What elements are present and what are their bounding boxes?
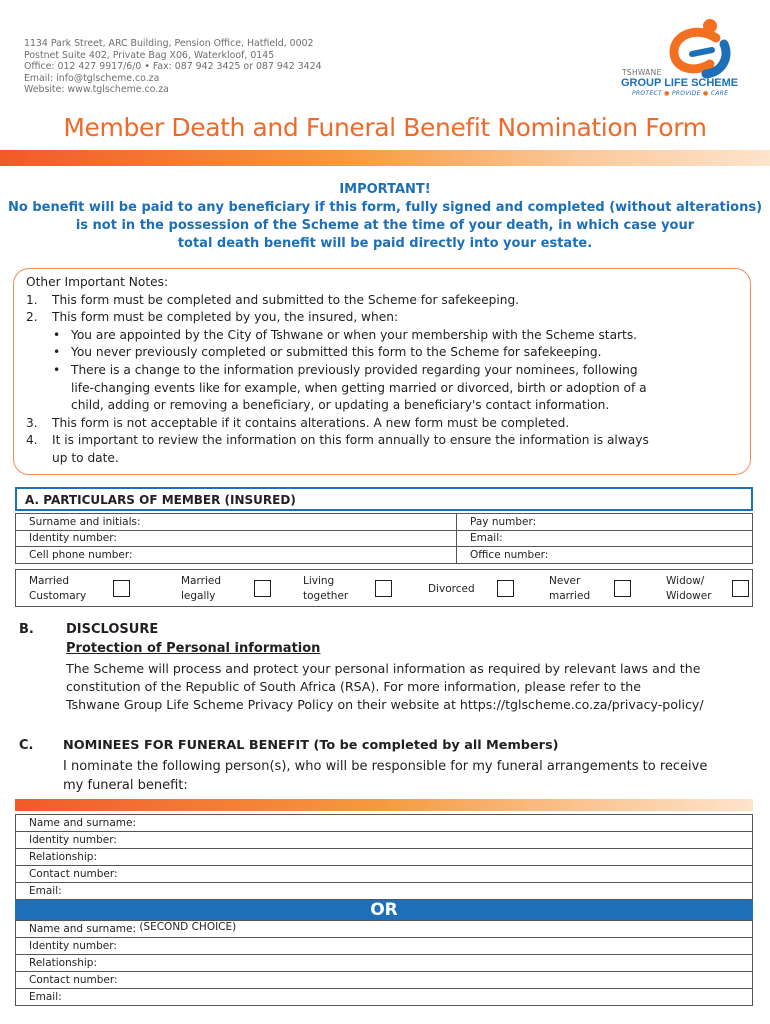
option-text: legally — [181, 590, 216, 602]
note-subitem: There is a change to the information previously provided regarding your nominees, following — [71, 362, 638, 377]
important-line: No benefit will be paid to any beneficiary if this form, fully signed and completed (without alterations) — [7, 200, 763, 215]
field-label: Cell phone number: — [29, 548, 133, 561]
section-b-letter: B. — [19, 622, 34, 637]
second-nominee-table — [15, 920, 753, 1006]
email-field[interactable] — [457, 530, 753, 547]
status-option-label — [29, 574, 86, 604]
logo-tag-protect: PROTECT — [632, 90, 662, 97]
status-option-label — [303, 574, 348, 604]
field-label: Office number: — [470, 548, 549, 561]
important-notice — [0, 181, 770, 253]
field-label: Identity number: — [29, 834, 117, 846]
second-nominee-id-field[interactable] — [16, 938, 753, 955]
field-label: Relationship: — [29, 851, 97, 863]
page-title: Member Death and Funeral Benefit Nomination Form — [63, 113, 707, 142]
member-particulars-table — [15, 513, 753, 564]
address-line: 1134 Park Street, ARC Building, Pension Office, Hatfield, 0002 — [24, 38, 314, 49]
option-text: together — [303, 590, 349, 602]
option-text: married — [549, 590, 591, 602]
note-item: This form must be completed and submitted to the Scheme for safekeeping. — [52, 292, 520, 307]
option-text: Divorced — [428, 583, 475, 595]
status-option-label — [549, 574, 590, 604]
section-c-body — [63, 757, 707, 795]
note-subitem-cont: life-changing events like for example, when getting married or divorced, birth or adoption of a — [71, 380, 647, 395]
field-label: Identity number: — [29, 940, 117, 952]
field-label: Name and surname: — [29, 923, 136, 935]
section-c-heading: NOMINEES FOR FUNERAL BENEFIT (To be completed by all Members) — [63, 738, 559, 753]
never-married-checkbox[interactable] — [614, 580, 631, 597]
address-line: Office: 012 427 9917/6/0 • Fax: 087 942 3425 or 087 942 3424 — [24, 61, 322, 73]
second-nominee-contact-field[interactable] — [16, 972, 753, 989]
note-item: It is important to review the information on this form annually to ensure the information is always — [52, 433, 649, 448]
list-number: 1. — [26, 292, 38, 307]
body-line: The Scheme will process and protect your personal information as required by relevant laws and the — [66, 661, 701, 676]
status-option-label — [181, 574, 221, 604]
field-label: Identity number: — [29, 532, 117, 545]
option-text: Never — [549, 575, 581, 587]
address-line: Website: www.tglscheme.co.za — [24, 84, 169, 96]
important-heading: IMPORTANT! — [339, 182, 431, 197]
note-item: This form is not acceptable if it contains alterations. A new form must be completed. — [52, 415, 570, 430]
section-c-divider — [15, 799, 753, 811]
body-line: constitution of the Republic of South Africa (RSA). For more information, please refer to the — [66, 679, 641, 694]
nominee-relationship-field[interactable] — [16, 849, 753, 866]
body-line: my funeral benefit: — [63, 778, 188, 793]
first-nominee-table — [15, 814, 753, 900]
second-nominee-email-field[interactable] — [16, 989, 753, 1006]
section-a-heading: A. PARTICULARS OF MEMBER (INSURED) — [15, 487, 753, 511]
body-line: I nominate the following person(s), who will be responsible for my funeral arrangements to receive — [63, 759, 708, 774]
logo-tag-provide: PROVIDE — [671, 90, 701, 97]
option-text: Married — [181, 575, 221, 587]
pay-number-field[interactable] — [457, 514, 753, 531]
bullet: • — [53, 362, 61, 377]
contact-details — [24, 38, 322, 96]
section-c-letter: C. — [19, 738, 34, 753]
divorced-checkbox[interactable] — [497, 580, 514, 597]
list-number: 2. — [26, 310, 38, 325]
surname-field[interactable] — [16, 514, 457, 531]
office-number-field[interactable] — [457, 547, 753, 564]
note-subitem: You never previously completed or submitted this form to the Scheme for safekeeping. — [71, 345, 602, 360]
section-b-heading: DISCLOSURE — [66, 622, 159, 637]
field-label: Surname and initials: — [29, 515, 141, 528]
field-label: Email: — [470, 532, 503, 545]
notes-heading: Other Important Notes: — [26, 275, 169, 289]
widow-widower-checkbox[interactable] — [732, 580, 749, 597]
option-text: Widower — [666, 590, 712, 602]
field-label: Email: — [29, 885, 62, 897]
body-line: Tshwane Group Life Scheme Privacy Policy on their website at https://tglscheme.co.za/privacy-policy/ — [66, 697, 704, 712]
field-label: Pay number: — [470, 515, 537, 528]
option-text: Widow/ — [666, 575, 705, 587]
or-separator: OR — [15, 900, 753, 920]
field-label: Email: — [29, 991, 62, 1003]
logo-tag-care: CARE — [710, 90, 729, 97]
note-subitem-cont: child, adding or removing a beneficiary, or updating a beneficiary's contact information. — [71, 398, 610, 413]
status-option-label — [428, 582, 475, 597]
second-choice-note: (SECOND CHOICE) — [139, 921, 237, 933]
second-nominee-name-field[interactable] — [16, 921, 753, 938]
nominee-name-field[interactable] — [16, 815, 753, 832]
option-text: Customary — [29, 590, 87, 602]
field-label: Relationship: — [29, 957, 97, 969]
list-number: 3. — [26, 415, 38, 430]
list-number: 4. — [26, 433, 38, 448]
logo-small-text: TSHWANE — [622, 68, 662, 77]
note-item-cont: up to date. — [52, 450, 119, 465]
bullet: • — [53, 327, 61, 342]
nominee-contact-field[interactable] — [16, 866, 753, 883]
note-item: This form must be completed by you, the insured, when: — [52, 310, 399, 325]
identity-number-field[interactable] — [16, 530, 457, 547]
section-b-body — [66, 660, 704, 714]
married-customary-checkbox[interactable] — [113, 580, 130, 597]
cell-phone-field[interactable] — [16, 547, 457, 564]
living-together-checkbox[interactable] — [375, 580, 392, 597]
nominee-id-field[interactable] — [16, 832, 753, 849]
important-line: is not in the possession of the Scheme at the time of your death, in which case your — [75, 218, 695, 233]
field-label: Name and surname: — [29, 817, 136, 829]
field-label: Contact number: — [29, 974, 118, 986]
status-option-label — [666, 574, 712, 604]
bullet: • — [53, 345, 61, 360]
title-divider — [0, 150, 770, 166]
option-text: Living — [303, 575, 335, 587]
section-b-subheading: Protection of Personal information — [66, 641, 321, 656]
notes-content — [26, 274, 649, 468]
logo-name: GROUP LIFE SCHEME — [621, 77, 739, 89]
second-nominee-relationship-field[interactable] — [16, 955, 753, 972]
address-line: Email: info@tglscheme.co.za — [24, 72, 160, 84]
note-subitem: You are appointed by the City of Tshwane or when your membership with the Scheme starts. — [71, 327, 638, 342]
nominee-email-field[interactable] — [16, 883, 753, 900]
field-label: Contact number: — [29, 868, 118, 880]
important-line: total death benefit will be paid directly into your estate. — [177, 236, 593, 251]
logo-tagline: PROTECT ● PROVIDE ● CARE — [632, 90, 729, 97]
address-line: Postnet Suite 402, Private Bag X06, Waterkloof, 0145 — [24, 49, 275, 61]
married-legally-checkbox[interactable] — [254, 580, 271, 597]
option-text: Married — [29, 575, 69, 587]
